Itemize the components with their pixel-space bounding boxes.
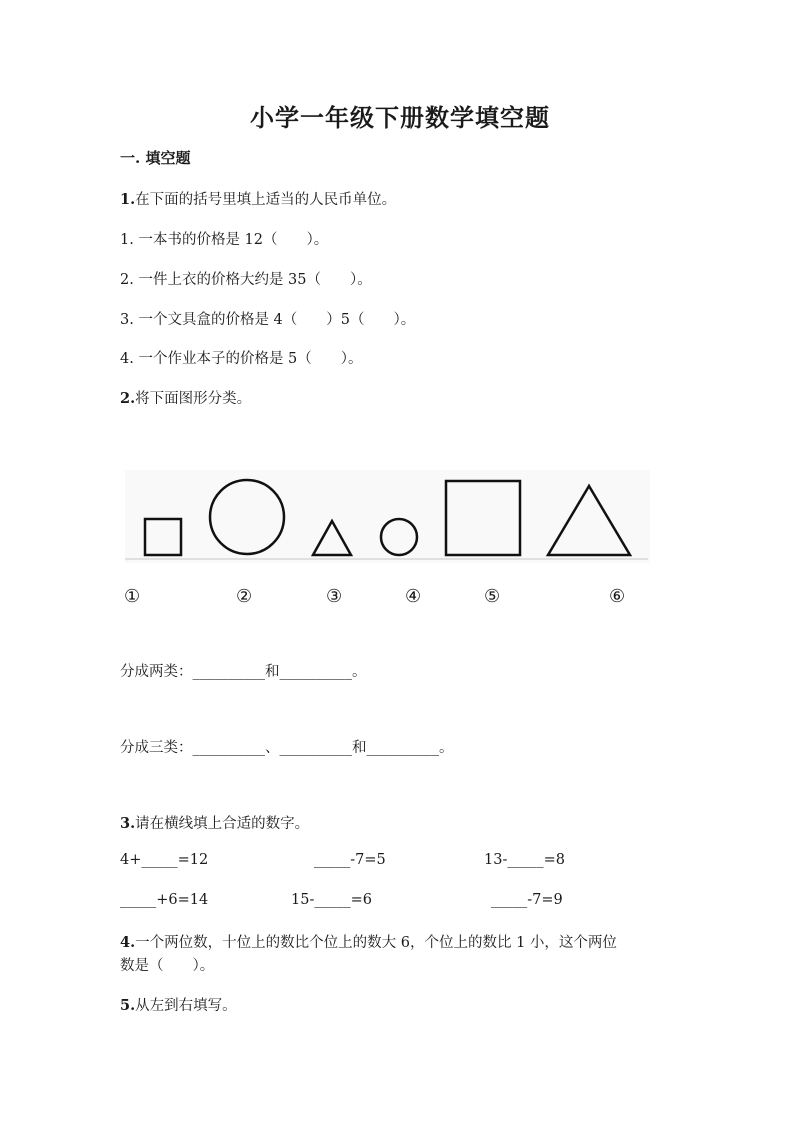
question-number: 1. [120,191,136,208]
question-text: 从左到右填写。 [135,998,237,1014]
section-heading: 一. 填空题 [120,149,191,167]
equation-4: _____+6=14 [120,892,209,908]
question-number: 5. [120,997,136,1014]
shape-label-6: ⑥ [609,586,626,607]
q1-item-2: 2. 一件上衣的价格大约是 35（ ）。 [120,272,372,288]
question-4 [120,931,617,952]
equation-2: _____-7=5 [314,852,386,868]
equation-3: 13-_____=8 [484,852,565,868]
shapes-figure [120,470,660,570]
q1-item-1: 1. 一本书的价格是 12（ ）。 [120,232,329,248]
question-number: 3. [120,815,136,832]
question-text: 在下面的括号里填上适当的人民币单位。 [135,192,397,208]
equation-5: 15-_____=6 [291,892,372,908]
question-text: 请在横线填上合适的数字。 [135,816,310,832]
question-2 [120,387,251,408]
question-number: 2. [120,390,136,407]
classify-three-line: 分成三类：__________、__________和__________。 [120,740,454,756]
question-text: 将下面图形分类。 [135,391,252,407]
classify-two-line: 分成两类：__________和__________。 [120,664,367,680]
shape-label-4: ④ [405,586,422,607]
shape-label-5: ⑤ [484,586,501,607]
shape-label-1: ① [124,586,141,607]
question-number: 4. [120,934,136,951]
equation-1: 4+_____=12 [120,852,209,868]
question-3 [120,812,309,833]
page-title: 小学一年级下册数学填空题 [250,103,550,132]
question-4-continued: 数是（ ）。 [120,958,215,974]
shape-label-2: ② [236,586,253,607]
shape-label-3: ③ [326,586,343,607]
question-text: 一个两位数，十位上的数比个位上的数大 6，个位上的数比 1 小，这个两位 [135,935,617,951]
question-1 [120,188,396,209]
q1-item-3: 3. 一个文具盒的价格是 4（ ）5（ ）。 [120,312,416,328]
question-5 [120,994,237,1015]
q1-item-4: 4. 一个作业本子的价格是 5（ ）。 [120,351,363,367]
equation-6: _____-7=9 [491,892,563,908]
